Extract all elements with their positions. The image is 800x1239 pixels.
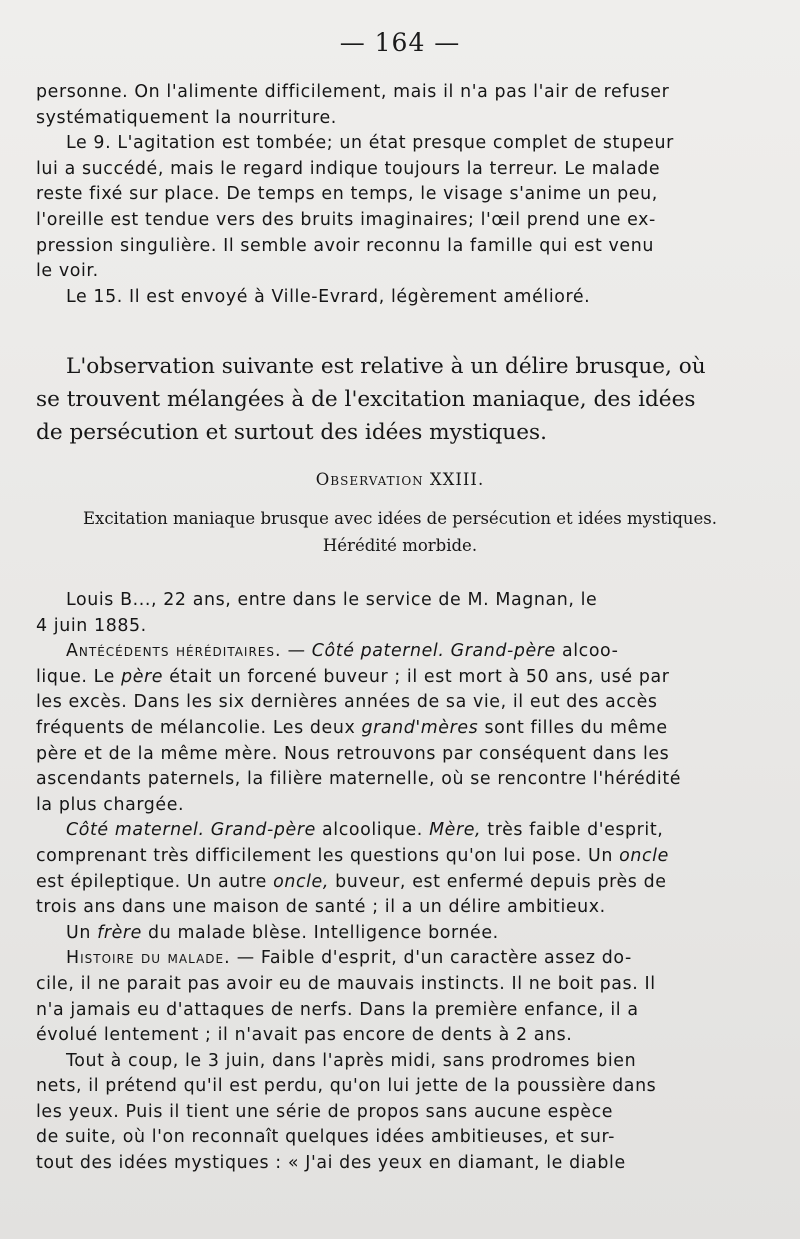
- text-line: nets, il prétend qu'il est perdu, qu'on lui jette de la poussière dans: [36, 1076, 657, 1097]
- text-line: Un frère du malade blèse. Intelligence bornée.: [66, 922, 499, 943]
- text-line: le voir.: [36, 261, 99, 282]
- italic-term: grand'mères: [361, 717, 479, 738]
- observation-subtitle: Excitation maniaque brusque avec idées de persécution et idées mystiques.: [82, 509, 718, 528]
- text-line: Histoire du malade. — Faible d'esprit, d'un caractère assez do-: [66, 948, 632, 969]
- section-heading-antecedents: Antécédents héréditaires.: [66, 641, 282, 662]
- text-line: l'oreille est tendue vers des bruits imaginaires; l'œil prend une ex-: [36, 209, 656, 230]
- text-line: la plus chargée.: [36, 794, 185, 815]
- text-line: Antécédents héréditaires. — Côté paternel. Grand-père alcoo-: [66, 641, 619, 662]
- observation-subtitle-heredity: Hérédité morbide.: [322, 536, 478, 555]
- text-line: les yeux. Puis il tient une série de propos sans aucune espèce: [36, 1101, 614, 1122]
- text-line: tout des idées mystiques : « J'ai des yeux en diamant, le diable: [36, 1153, 626, 1174]
- top-paragraphs: [36, 80, 771, 310]
- intro-line: se trouvent mélangées à de l'excitation maniaque, des idées: [36, 387, 696, 412]
- text-line: ascendants paternels, la filière maternelle, où se rencontre l'hérédité: [36, 769, 682, 790]
- text-line: n'a jamais eu d'attaques de nerfs. Dans la première enfance, il a: [36, 999, 639, 1020]
- observation-title: Observation XXIII.: [315, 470, 485, 489]
- italic-term: Grand-père: [450, 641, 556, 662]
- text-line: de suite, où l'on reconnaît quelques idées ambitieuses, et sur-: [36, 1127, 616, 1148]
- text-line: Le 15. Il est envoyé à Ville-Evrard, légèrement amélioré.: [66, 286, 591, 307]
- text-line: Côté maternel. Grand-père alcoolique. Mère, très faible d'esprit,: [66, 820, 664, 841]
- intro-line: L'observation suivante est relative à un délire brusque, où: [66, 354, 706, 379]
- text-line: fréquents de mélancolie. Les deux grand'mères sont filles du même: [36, 717, 668, 738]
- text-line: systématiquement la nourriture.: [36, 107, 337, 128]
- text-line: comprenant très difficilement les questions qu'on lui pose. Un oncle: [36, 845, 669, 866]
- intro-line: de persécution et surtout des idées mystiques.: [36, 420, 547, 445]
- text-line: cile, il ne parait pas avoir eu de mauvais instincts. Il ne boit pas. Il: [36, 973, 656, 994]
- section-heading-history: Histoire du malade.: [66, 948, 231, 969]
- italic-term: oncle,: [273, 871, 329, 892]
- text-line: trois ans dans une maison de santé ; il a un délire ambitieux.: [36, 897, 606, 918]
- text-line: Tout à coup, le 3 juin, dans l'après midi, sans prodromes bien: [66, 1050, 637, 1071]
- italic-term: Mère,: [429, 820, 482, 841]
- text-line: reste fixé sur place. De temps en temps, le visage s'anime un peu,: [36, 184, 658, 205]
- italic-term: oncle: [619, 845, 669, 866]
- italic-term: Côté paternel.: [311, 641, 445, 662]
- text-line: personne. On l'alimente difficilement, mais il n'a pas l'air de refuser: [36, 82, 670, 102]
- intro-paragraph: [36, 350, 776, 449]
- italic-term: frère: [97, 922, 142, 943]
- text-line: lui a succédé, mais le regard indique toujours la terreur. Le malade: [36, 158, 661, 179]
- case-report: [36, 588, 771, 1177]
- text-line: Louis B..., 22 ans, entre dans le service de M. Magnan, le: [66, 590, 598, 610]
- italic-term: Côté maternel. Grand-père: [66, 820, 316, 841]
- text-line: pression singulière. Il semble avoir reconnu la famille qui est venu: [36, 235, 654, 256]
- text-line: père et de la même mère. Nous retrouvons par conséquent dans les: [36, 743, 670, 764]
- italic-term: père: [121, 666, 164, 687]
- text-line: les excès. Dans les six dernières années de sa vie, il eut des accès: [36, 692, 658, 713]
- text-line: 4 juin 1885.: [36, 615, 147, 636]
- text-line: évolué lentement ; il n'avait pas encore de dents à 2 ans.: [36, 1025, 573, 1046]
- text-line: est épileptique. Un autre oncle, buveur, est enfermé depuis près de: [36, 871, 667, 892]
- page-number: — 164 —: [339, 28, 461, 57]
- text-line: Le 9. L'agitation est tombée; un état presque complet de stupeur: [66, 133, 674, 154]
- text-line: lique. Le père était un forcené buveur ; il est mort à 50 ans, usé par: [36, 666, 670, 687]
